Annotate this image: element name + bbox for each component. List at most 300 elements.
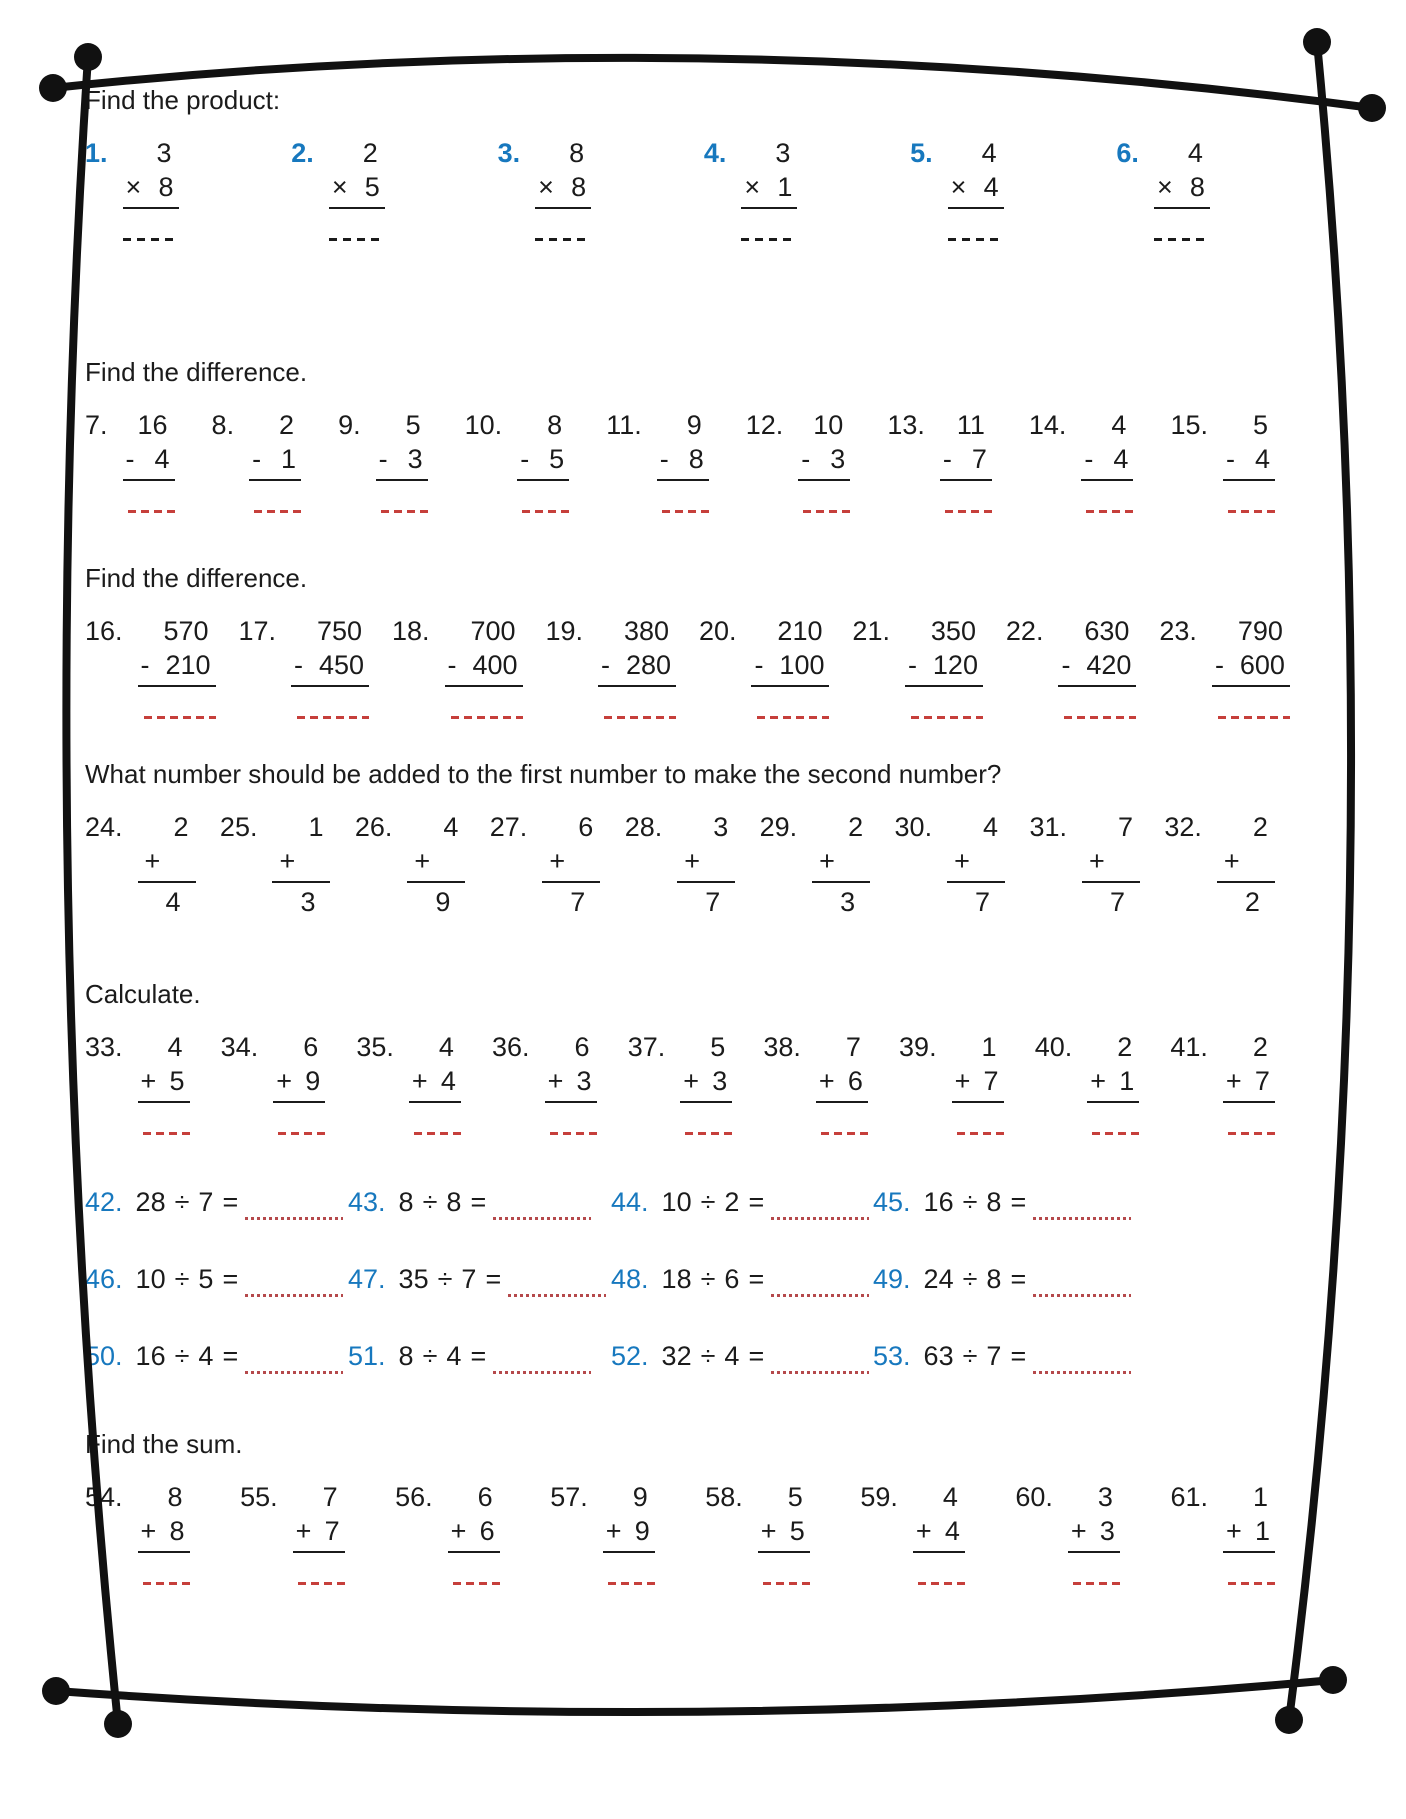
equals-sign: = <box>222 1187 239 1217</box>
problem-body <box>329 136 385 241</box>
problem-number: 42. <box>85 1187 123 1217</box>
operator-sign: + <box>1070 1516 1087 1546</box>
operator-sign: + <box>954 1066 971 1096</box>
problem-43 <box>348 1185 611 1219</box>
problem-body <box>1082 810 1140 919</box>
operation-row <box>598 648 676 687</box>
top-operand: 8 <box>547 410 563 440</box>
answer-blank[interactable] <box>1033 1294 1131 1297</box>
top-operand: 2 <box>848 812 864 842</box>
problem-body <box>812 810 870 919</box>
division-operator: ÷ <box>700 1264 716 1294</box>
answer-blank[interactable] <box>741 238 797 241</box>
top-operand: 4 <box>981 138 997 168</box>
top-operand: 380 <box>623 616 669 646</box>
problem-number: 31. <box>1029 812 1067 842</box>
section-division <box>85 1185 1275 1416</box>
operation-row <box>913 1514 965 1553</box>
problem-25 <box>220 810 331 919</box>
problem-body <box>1058 614 1136 719</box>
top-operand: 16 <box>137 410 168 440</box>
frame-dot <box>1303 28 1331 56</box>
answer-blank[interactable] <box>821 1132 868 1135</box>
answer-blank[interactable] <box>1064 716 1136 719</box>
problem-61 <box>1170 1480 1275 1585</box>
division-operator: ÷ <box>174 1341 190 1371</box>
operation-row <box>947 844 1005 883</box>
problem-body <box>293 1480 345 1585</box>
operation-row <box>448 1514 500 1553</box>
operator-sign: - <box>659 444 669 474</box>
answer-blank[interactable] <box>604 716 676 719</box>
answer-blank[interactable] <box>771 1294 869 1297</box>
top-operand: 570 <box>163 616 209 646</box>
problem-42 <box>85 1185 348 1219</box>
answer-blank[interactable] <box>948 238 1004 241</box>
answer-blank[interactable] <box>757 716 829 719</box>
bottom-operand: 5 <box>364 172 380 202</box>
answer-blank[interactable] <box>297 716 369 719</box>
operation-row <box>123 170 179 209</box>
dividend: 63 <box>923 1341 954 1371</box>
top-operand: 6 <box>303 1032 319 1062</box>
frame-dot <box>39 74 67 102</box>
problem-15 <box>1170 408 1275 513</box>
problem-body <box>407 810 465 919</box>
bottom-operand: 6 <box>847 1066 863 1096</box>
division-operator: ÷ <box>174 1264 190 1294</box>
problem-2 <box>291 136 385 241</box>
operation-row <box>517 442 569 481</box>
operator-sign: + <box>411 1066 428 1096</box>
operation-row <box>138 648 216 687</box>
problem-51 <box>348 1339 611 1373</box>
problem-row <box>85 810 1275 919</box>
problem-56 <box>395 1480 500 1585</box>
operator-sign: × <box>744 172 761 202</box>
top-operand: 3 <box>1097 1482 1113 1512</box>
answer-blank[interactable] <box>522 510 569 513</box>
operation-row <box>138 1514 190 1553</box>
target-number: 3 <box>840 887 856 917</box>
division-row <box>85 1185 1275 1219</box>
operator-sign: + <box>279 846 296 876</box>
equals-sign: = <box>470 1341 487 1371</box>
problem-number: 49. <box>873 1264 911 1294</box>
answer-blank[interactable] <box>278 1132 325 1135</box>
operation-row <box>123 442 175 481</box>
answer-blank[interactable] <box>1105 844 1135 878</box>
division-operator: ÷ <box>962 1264 978 1294</box>
division-operator: ÷ <box>700 1341 716 1371</box>
operator-sign: + <box>547 1066 564 1096</box>
bottom-operand: 3 <box>712 1066 728 1096</box>
equals-sign: = <box>470 1187 487 1217</box>
bottom-operand: 5 <box>549 444 565 474</box>
operation-row <box>948 170 1004 209</box>
top-operand: 2 <box>279 410 295 440</box>
answer-blank[interactable] <box>245 1371 343 1374</box>
answer-blank[interactable] <box>1073 1582 1120 1585</box>
operation-row <box>409 1064 461 1103</box>
operation-row <box>272 844 330 883</box>
operator-sign: + <box>819 846 835 876</box>
operator-sign: - <box>1225 444 1235 474</box>
problem-13 <box>887 408 992 513</box>
problem-28 <box>625 810 736 919</box>
problem-number: 39. <box>899 1032 937 1062</box>
answer-blank[interactable] <box>329 238 385 241</box>
division-operator: ÷ <box>962 1341 978 1371</box>
answer-blank[interactable] <box>535 238 591 241</box>
problem-body <box>598 614 676 719</box>
problem-body <box>545 1030 597 1135</box>
answer-blank[interactable] <box>1154 238 1210 241</box>
problem-number: 56. <box>395 1482 433 1512</box>
operation-row <box>1154 170 1210 209</box>
answer-blank[interactable] <box>550 1132 597 1135</box>
dividend: 18 <box>661 1264 692 1294</box>
problem-7 <box>85 408 175 513</box>
operator-sign: - <box>1084 444 1094 474</box>
problem-body <box>741 136 797 241</box>
answer-blank[interactable] <box>144 716 216 719</box>
answer-blank[interactable] <box>771 1371 869 1374</box>
bottom-operand: 100 <box>779 650 825 680</box>
section-sums <box>85 1428 1275 1585</box>
dividend: 28 <box>135 1187 166 1217</box>
answer-blank[interactable] <box>918 1582 965 1585</box>
dividend: 10 <box>135 1264 166 1294</box>
answer-blank[interactable] <box>453 1582 500 1585</box>
problem-number: 59. <box>860 1482 898 1512</box>
answer-blank[interactable] <box>245 1294 343 1297</box>
operator-sign: - <box>378 444 388 474</box>
top-operand: 700 <box>470 616 516 646</box>
problem-24 <box>85 810 196 919</box>
problem-number: 1. <box>85 138 108 168</box>
top-operand: 3 <box>156 138 172 168</box>
top-operand: 10 <box>813 410 844 440</box>
operator-sign: × <box>331 172 348 202</box>
problem-number: 34. <box>220 1032 259 1062</box>
problem-26 <box>355 810 466 919</box>
answer-blank[interactable] <box>1092 1132 1139 1135</box>
answer-blank[interactable] <box>970 844 1000 878</box>
answer-blank[interactable] <box>565 844 595 878</box>
problem-23 <box>1159 614 1290 719</box>
answer-blank[interactable] <box>493 1217 591 1220</box>
problem-body <box>680 1030 732 1135</box>
problem-11 <box>606 408 709 513</box>
top-operand: 6 <box>578 812 594 842</box>
answer-blank[interactable] <box>430 844 460 878</box>
top-operand: 4 <box>167 1032 183 1062</box>
problem-number: 7. <box>85 410 108 440</box>
division-row <box>85 1339 1275 1373</box>
operation-row <box>445 648 523 687</box>
problem-number: 47. <box>348 1264 386 1294</box>
answer-blank[interactable] <box>763 1582 810 1585</box>
top-operand: 7 <box>845 1032 861 1062</box>
bottom-operand: 450 <box>318 650 365 680</box>
problem-18 <box>392 614 523 719</box>
problem-number: 57. <box>550 1482 588 1512</box>
answer-blank[interactable] <box>298 1582 345 1585</box>
top-operand: 2 <box>173 812 189 842</box>
answer-blank[interactable] <box>1240 844 1270 878</box>
target-number: 7 <box>975 887 991 917</box>
bottom-operand: 4 <box>1254 444 1270 474</box>
answer-blank[interactable] <box>493 1371 591 1374</box>
operation-row <box>249 442 301 481</box>
operation-row <box>138 844 196 883</box>
problem-54 <box>85 1480 190 1585</box>
operator-sign: - <box>1061 650 1071 680</box>
top-operand: 790 <box>1237 616 1283 646</box>
operation-row <box>940 442 992 481</box>
division-row <box>85 1262 1275 1296</box>
problem-44 <box>611 1185 873 1219</box>
operator-sign: × <box>538 172 554 202</box>
section-products <box>85 84 1275 241</box>
top-operand: 4 <box>983 812 999 842</box>
dividend: 16 <box>923 1187 954 1217</box>
operator-sign: + <box>1225 1066 1242 1096</box>
answer-blank[interactable] <box>700 844 730 878</box>
operation-row <box>603 1514 655 1553</box>
problem-number: 2. <box>291 138 314 168</box>
operator-sign: - <box>942 444 952 474</box>
operator-sign: + <box>605 1516 622 1546</box>
problem-number: 37. <box>627 1032 666 1062</box>
operator-sign: - <box>140 650 150 680</box>
operation-row <box>751 648 829 687</box>
problem-body <box>677 810 735 919</box>
answer-blank[interactable] <box>1228 1132 1275 1135</box>
problem-body <box>448 1480 500 1585</box>
answer-blank[interactable] <box>1086 510 1133 513</box>
operation-row <box>138 1064 190 1103</box>
target-number: 4 <box>165 887 181 917</box>
equals-sign: = <box>748 1341 765 1371</box>
problem-number: 61. <box>1170 1482 1208 1512</box>
bottom-operand: 420 <box>1086 650 1132 680</box>
operation-row <box>291 648 369 687</box>
problem-row <box>85 614 1290 719</box>
problem-number: 50. <box>85 1341 123 1371</box>
operator-sign: + <box>1225 1516 1242 1546</box>
answer-blank[interactable] <box>1033 1217 1131 1220</box>
operation-row <box>657 442 709 481</box>
answer-blank[interactable] <box>1228 1582 1275 1585</box>
operation-row <box>816 1064 868 1103</box>
divisor: 7 <box>461 1264 477 1294</box>
problem-body <box>123 136 179 241</box>
top-operand: 9 <box>632 1482 648 1512</box>
problem-body <box>291 614 369 719</box>
answer-blank[interactable] <box>143 1582 190 1585</box>
answer-blank[interactable] <box>245 1217 343 1220</box>
problem-47 <box>348 1262 611 1296</box>
problem-body <box>445 614 523 719</box>
operator-sign: + <box>954 846 970 876</box>
problem-body <box>913 1480 965 1585</box>
problem-number: 15. <box>1170 410 1208 440</box>
problem-body <box>1081 408 1133 513</box>
problem-body <box>905 614 983 719</box>
operation-row <box>1217 844 1275 883</box>
target-number: 9 <box>435 887 451 917</box>
problem-33 <box>85 1030 190 1135</box>
problem-number: 8. <box>211 410 235 440</box>
answer-blank[interactable] <box>160 844 190 878</box>
operation-row <box>376 442 428 481</box>
problem-14 <box>1029 408 1134 513</box>
problem-31 <box>1029 810 1140 919</box>
problem-50 <box>85 1339 348 1373</box>
answer-blank[interactable] <box>662 510 709 513</box>
operator-sign: - <box>447 650 457 680</box>
problem-number: 26. <box>354 812 393 842</box>
problem-number: 22. <box>1005 616 1044 646</box>
problem-12 <box>746 408 851 513</box>
problem-45 <box>873 1185 1275 1219</box>
answer-blank[interactable] <box>254 510 301 513</box>
problem-number: 33. <box>85 1032 123 1062</box>
equals-sign: = <box>222 1341 239 1371</box>
top-operand: 350 <box>930 616 976 646</box>
bottom-operand: 4 <box>1113 444 1129 474</box>
operator-sign: + <box>414 846 431 876</box>
operator-sign: + <box>549 846 566 876</box>
operator-sign: + <box>295 1516 312 1546</box>
answer-blank[interactable] <box>608 1582 655 1585</box>
problem-number: 52. <box>611 1341 649 1371</box>
top-operand: 5 <box>787 1482 803 1512</box>
target-number: 3 <box>300 887 316 917</box>
problem-22 <box>1006 614 1137 719</box>
operation-row <box>798 442 850 481</box>
top-operand: 750 <box>316 616 363 646</box>
dividend: 16 <box>135 1341 166 1371</box>
bottom-operand: 3 <box>576 1066 592 1096</box>
problem-4 <box>704 136 798 241</box>
problem-number: 14. <box>1028 410 1067 440</box>
problem-number: 24. <box>85 812 123 842</box>
answer-blank[interactable] <box>508 1294 606 1297</box>
problem-body <box>952 1030 1004 1135</box>
problem-body <box>948 136 1004 241</box>
problem-body <box>657 408 709 513</box>
problem-38 <box>763 1030 868 1135</box>
operation-row <box>677 844 735 883</box>
problem-number: 29. <box>759 812 798 842</box>
divisor: 7 <box>986 1341 1002 1371</box>
problem-number: 46. <box>85 1264 123 1294</box>
section-calculate <box>85 978 1275 1135</box>
answer-blank[interactable] <box>1228 510 1275 513</box>
answer-blank[interactable] <box>1033 1371 1131 1374</box>
problem-body <box>272 810 330 919</box>
answer-blank[interactable] <box>803 510 850 513</box>
answer-blank[interactable] <box>1218 716 1290 719</box>
answer-blank[interactable] <box>945 510 992 513</box>
operator-sign: - <box>125 444 135 474</box>
answer-blank[interactable] <box>123 238 179 241</box>
answer-blank[interactable] <box>414 1132 461 1135</box>
problem-number: 9. <box>338 410 361 440</box>
answer-blank[interactable] <box>835 844 865 878</box>
answer-blank[interactable] <box>957 1132 1004 1135</box>
section-heading: Find the sum. <box>85 1429 243 1459</box>
answer-blank[interactable] <box>381 510 428 513</box>
answer-blank[interactable] <box>143 1132 190 1135</box>
top-operand: 9 <box>686 410 702 440</box>
problem-body <box>940 408 992 513</box>
answer-blank[interactable] <box>771 1217 869 1220</box>
answer-blank[interactable] <box>128 510 175 513</box>
bottom-operand: 8 <box>169 1516 185 1546</box>
operation-row <box>329 170 385 209</box>
problem-body <box>123 408 175 513</box>
top-operand: 3 <box>775 138 791 168</box>
problem-49 <box>873 1262 1275 1296</box>
operation-row <box>293 1514 345 1553</box>
answer-blank[interactable] <box>685 1132 732 1135</box>
problem-number: 44. <box>611 1187 649 1217</box>
problem-27 <box>490 810 601 919</box>
problem-1 <box>85 136 179 241</box>
target-number: 2 <box>1244 887 1260 917</box>
answer-blank[interactable] <box>911 716 983 719</box>
answer-blank[interactable] <box>451 716 523 719</box>
operation-row <box>1212 648 1290 687</box>
section-heading: Find the difference. <box>85 357 308 387</box>
problem-body <box>535 136 591 241</box>
operation-row <box>535 170 591 209</box>
frame-dot <box>74 43 102 71</box>
problem-body <box>1068 1480 1120 1585</box>
operator-sign: - <box>1214 650 1224 680</box>
problem-number: 23. <box>1159 616 1197 646</box>
problem-body <box>798 408 850 513</box>
problem-number: 35. <box>356 1032 394 1062</box>
equals-sign: = <box>222 1264 239 1294</box>
divisor: 8 <box>986 1264 1002 1294</box>
operation-row <box>1223 442 1275 481</box>
operation-row <box>952 1064 1004 1103</box>
top-operand: 8 <box>569 138 585 168</box>
problem-number: 18. <box>391 616 430 646</box>
problem-41 <box>1170 1030 1275 1135</box>
top-operand: 11 <box>956 410 985 440</box>
frame-bottom-line <box>56 1680 1333 1712</box>
top-operand: 1 <box>308 812 324 842</box>
bottom-operand: 7 <box>971 444 987 474</box>
problem-52 <box>611 1339 873 1373</box>
operator-sign: × <box>125 172 142 202</box>
top-operand: 7 <box>322 1482 338 1512</box>
equals-sign: = <box>748 1187 765 1217</box>
top-operand: 4 <box>942 1482 958 1512</box>
bottom-operand: 4 <box>944 1516 960 1546</box>
problem-number: 16. <box>85 616 123 646</box>
dividend: 8 <box>398 1187 414 1217</box>
answer-blank[interactable] <box>295 844 325 878</box>
operation-row <box>812 844 870 883</box>
problem-body <box>603 1480 655 1585</box>
